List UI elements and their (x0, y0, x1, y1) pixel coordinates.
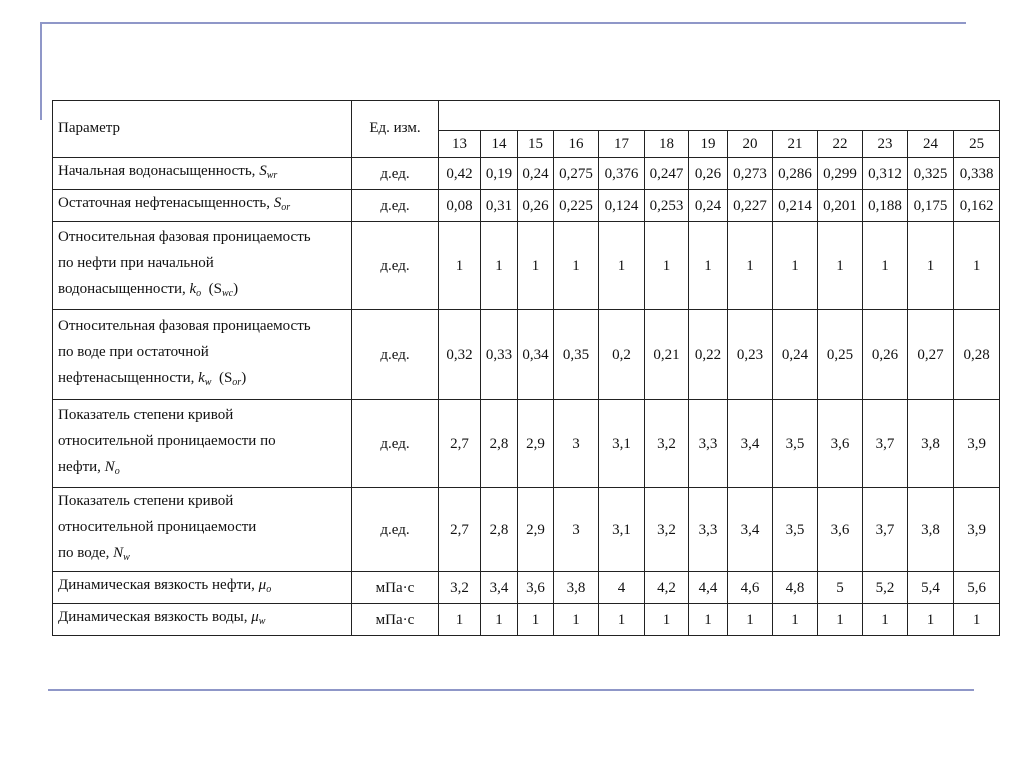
value-cell: 0,214 (773, 190, 818, 222)
table-row (53, 400, 1000, 488)
value-cell: 0,42 (439, 158, 481, 190)
column-header: 24 (908, 131, 954, 158)
value-cell: 3,4 (728, 488, 773, 572)
value-cell: 1 (439, 604, 481, 636)
value-cell: 2,9 (518, 488, 554, 572)
value-cell: 0,27 (908, 310, 954, 400)
value-cell: 3 (554, 400, 599, 488)
column-header: 23 (863, 131, 908, 158)
value-cell: 0,162 (954, 190, 1000, 222)
param-line: Показатель степени кривой (58, 407, 234, 423)
param-line: по воде, (58, 545, 110, 561)
param-name: Динамическая вязкость нефти, (58, 577, 255, 593)
value-cell: 1 (689, 604, 728, 636)
param-symbol-subscript: w (204, 377, 212, 388)
param-symbol-subscript: wr (266, 170, 278, 181)
value-cell: 0,28 (954, 310, 1000, 400)
value-cell: 1 (954, 222, 1000, 310)
param-symbol: S (259, 163, 267, 179)
column-header: 25 (954, 131, 1000, 158)
value-cell: 0,22 (689, 310, 728, 400)
value-cell: 0,201 (818, 190, 863, 222)
column-header: 22 (818, 131, 863, 158)
param-line: нефтенасыщенности, (58, 370, 195, 386)
value-cell: 1 (818, 222, 863, 310)
param-cell (53, 572, 352, 604)
value-cell: 3,6 (818, 488, 863, 572)
value-cell: 0,35 (554, 310, 599, 400)
value-cell: 1 (908, 604, 954, 636)
param-symbol: N (113, 545, 124, 561)
param-symbol: S (273, 195, 282, 211)
param-symbol-subscript: w (123, 552, 130, 563)
header-param: Параметр (53, 101, 352, 158)
value-cell: 1 (818, 604, 863, 636)
param-symbol: μ (258, 577, 267, 593)
value-cell: 0,188 (863, 190, 908, 222)
param-line: Показатель степени кривой (58, 493, 234, 509)
value-cell: 0,24 (689, 190, 728, 222)
param-line: относительной проницаемости по (58, 433, 276, 449)
value-cell: 0,31 (481, 190, 518, 222)
value-cell: 3,8 (908, 400, 954, 488)
value-cell: 0,273 (728, 158, 773, 190)
value-cell: 1 (599, 222, 645, 310)
value-cell: 0,175 (908, 190, 954, 222)
value-cell: 3,5 (773, 488, 818, 572)
value-cell: 1 (773, 222, 818, 310)
value-cell: 0,325 (908, 158, 954, 190)
value-cell: 1 (481, 222, 518, 310)
value-cell: 1 (599, 604, 645, 636)
param-symbol: k (189, 281, 197, 297)
value-cell: 3,9 (954, 488, 1000, 572)
value-cell: 0,275 (554, 158, 599, 190)
value-cell: 3 (554, 488, 599, 572)
value-cell: 5,4 (908, 572, 954, 604)
value-cell: 3,3 (689, 400, 728, 488)
value-cell: 0,08 (439, 190, 481, 222)
value-cell: 3,6 (518, 572, 554, 604)
table-row (53, 222, 1000, 310)
value-cell: 2,9 (518, 400, 554, 488)
value-cell: 2,7 (439, 400, 481, 488)
value-cell: 3,6 (818, 400, 863, 488)
unit-cell: д.ед. (352, 158, 439, 190)
bottom-divider (48, 689, 974, 691)
value-cell: 1 (728, 604, 773, 636)
value-cell: 0,253 (645, 190, 689, 222)
value-cell: 0,299 (818, 158, 863, 190)
param-line: нефти, (58, 459, 101, 475)
value-cell: 1 (554, 222, 599, 310)
param-symbol-subscript: or (281, 202, 291, 213)
unit-cell: д.ед. (352, 310, 439, 400)
value-cell: 3,4 (728, 400, 773, 488)
value-cell: 3,7 (863, 400, 908, 488)
value-cell: 0,21 (645, 310, 689, 400)
param-cell (53, 310, 352, 400)
param-argument: (S (208, 281, 222, 297)
value-cell: 0,26 (689, 158, 728, 190)
param-symbol-subscript: o (196, 288, 202, 299)
value-cell: 3,9 (954, 400, 1000, 488)
value-cell: 5,2 (863, 572, 908, 604)
param-name: Динамическая вязкость воды, (58, 609, 248, 625)
param-line: по нефти при начальной (58, 255, 214, 271)
value-cell: 1 (773, 604, 818, 636)
value-cell: 1 (439, 222, 481, 310)
column-header: 18 (645, 131, 689, 158)
value-cell: 0,33 (481, 310, 518, 400)
param-symbol-subscript: o (114, 466, 120, 477)
column-header: 17 (599, 131, 645, 158)
unit-cell: д.ед. (352, 488, 439, 572)
value-cell: 3,3 (689, 488, 728, 572)
param-argument-subscript: wc (222, 288, 234, 299)
value-cell: 3,1 (599, 488, 645, 572)
value-cell: 3,8 (554, 572, 599, 604)
value-cell: 0,26 (863, 310, 908, 400)
param-argument-close: ) (241, 370, 247, 386)
column-header: 20 (728, 131, 773, 158)
value-cell: 0,227 (728, 190, 773, 222)
value-cell: 0,19 (481, 158, 518, 190)
param-line: относительной проницаемости (58, 519, 257, 535)
value-cell: 2,7 (439, 488, 481, 572)
value-cell: 3,2 (439, 572, 481, 604)
table-row (53, 310, 1000, 400)
param-cell (53, 400, 352, 488)
value-cell: 2,8 (481, 400, 518, 488)
value-cell: 2,8 (481, 488, 518, 572)
param-cell (53, 158, 352, 190)
value-cell: 4,2 (645, 572, 689, 604)
param-cell (53, 222, 352, 310)
column-header: 15 (518, 131, 554, 158)
unit-cell: д.ед. (352, 190, 439, 222)
value-cell: 0,312 (863, 158, 908, 190)
value-cell: 0,2 (599, 310, 645, 400)
unit-cell: мПа·с (352, 572, 439, 604)
value-cell: 1 (518, 222, 554, 310)
unit-cell: д.ед. (352, 400, 439, 488)
table-row (53, 158, 1000, 190)
value-cell: 1 (481, 604, 518, 636)
header-spacer (439, 101, 1000, 131)
param-name: Начальная водонасыщенность, (58, 163, 256, 179)
value-cell: 1 (645, 222, 689, 310)
table-row (53, 572, 1000, 604)
value-cell: 4,8 (773, 572, 818, 604)
left-divider (40, 22, 42, 120)
param-argument-close: ) (233, 281, 239, 297)
value-cell: 0,24 (518, 158, 554, 190)
header-unit: Ед. изм. (352, 101, 439, 158)
value-cell: 0,225 (554, 190, 599, 222)
value-cell: 1 (908, 222, 954, 310)
table-row (53, 488, 1000, 572)
value-cell: 5 (818, 572, 863, 604)
value-cell: 5,6 (954, 572, 1000, 604)
value-cell: 1 (863, 604, 908, 636)
column-header: 13 (439, 131, 481, 158)
param-line: Относительная фазовая проницаемость (58, 318, 311, 334)
value-cell: 1 (554, 604, 599, 636)
value-cell: 3,2 (645, 488, 689, 572)
column-header: 21 (773, 131, 818, 158)
unit-cell: мПа·с (352, 604, 439, 636)
param-line: Относительная фазовая проницаемость (58, 229, 311, 245)
table-row (53, 190, 1000, 222)
value-cell: 0,34 (518, 310, 554, 400)
value-cell: 0,26 (518, 190, 554, 222)
value-cell: 0,124 (599, 190, 645, 222)
parameters-table (52, 100, 1000, 636)
param-line: по воде при остаточной (58, 344, 209, 360)
value-cell: 3,2 (645, 400, 689, 488)
param-argument: (S (218, 370, 233, 386)
value-cell: 3,4 (481, 572, 518, 604)
param-name: Остаточная нефтенасыщенность, (58, 195, 271, 211)
value-cell: 0,32 (439, 310, 481, 400)
param-cell (53, 190, 352, 222)
param-symbol-subscript: w (258, 616, 266, 627)
value-cell: 1 (689, 222, 728, 310)
value-cell: 0,23 (728, 310, 773, 400)
top-divider (40, 22, 966, 24)
param-symbol: k (198, 370, 205, 386)
value-cell: 0,338 (954, 158, 1000, 190)
value-cell: 1 (645, 604, 689, 636)
column-header: 16 (554, 131, 599, 158)
value-cell: 0,286 (773, 158, 818, 190)
value-cell: 0,247 (645, 158, 689, 190)
param-cell (53, 488, 352, 572)
param-cell (53, 604, 352, 636)
param-argument-subscript: or (232, 377, 242, 388)
value-cell: 1 (518, 604, 554, 636)
column-header: 19 (689, 131, 728, 158)
param-symbol: μ (251, 609, 259, 625)
column-header: 14 (481, 131, 518, 158)
value-cell: 0,24 (773, 310, 818, 400)
value-cell: 3,5 (773, 400, 818, 488)
value-cell: 3,1 (599, 400, 645, 488)
value-cell: 3,7 (863, 488, 908, 572)
value-cell: 4 (599, 572, 645, 604)
unit-cell: д.ед. (352, 222, 439, 310)
param-symbol-subscript: o (266, 584, 272, 595)
table-row (53, 604, 1000, 636)
value-cell: 3,8 (908, 488, 954, 572)
param-symbol: N (104, 459, 115, 475)
value-cell: 0,25 (818, 310, 863, 400)
value-cell: 1 (863, 222, 908, 310)
value-cell: 1 (954, 604, 1000, 636)
value-cell: 0,376 (599, 158, 645, 190)
value-cell: 4,4 (689, 572, 728, 604)
param-line: водонасыщенности, (58, 281, 186, 297)
value-cell: 4,6 (728, 572, 773, 604)
value-cell: 1 (728, 222, 773, 310)
